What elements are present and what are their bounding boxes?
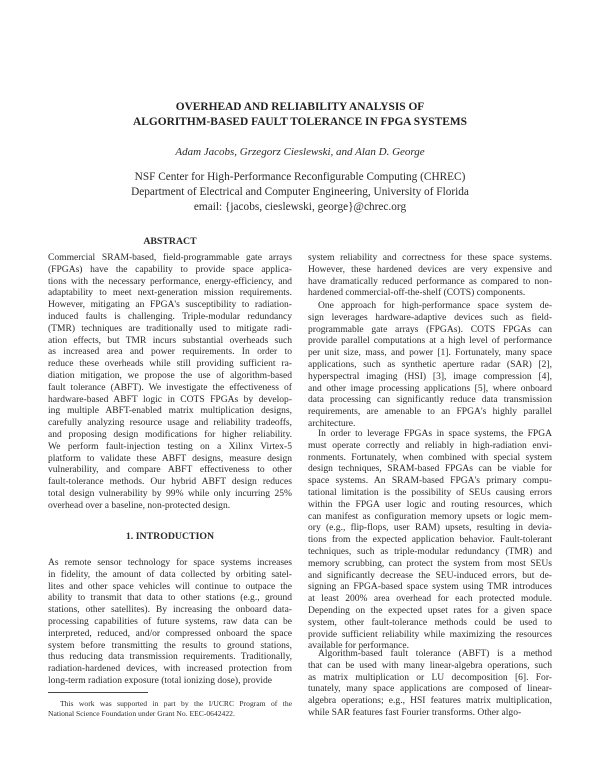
text-line: architecture. bbox=[308, 417, 356, 429]
text-line: have dramatically reduced performance as compared to non- bbox=[308, 275, 552, 287]
text-line: that can be used with many linear-algebra operations, such bbox=[308, 659, 552, 671]
text-line: system, other fault-tolerance methods could be used to bbox=[308, 616, 552, 628]
text-line: can manifest as configuration memory upsets or logic mem- bbox=[308, 510, 552, 522]
text-line: per unit size, mass, and power [1]. Fortunately, many space bbox=[308, 347, 552, 359]
footnote-line: This work was supported in part by the I/UCRC Program of the bbox=[60, 699, 292, 708]
text-line: sign leverages hardware-adaptive devices such as field- bbox=[308, 311, 552, 323]
text-line: provide sufficient reliability while maximizing the resources bbox=[308, 628, 552, 640]
title-line: OVERHEAD AND RELIABILITY ANALYSIS OF bbox=[175, 101, 425, 113]
text-line: interpreted, reduced, and/or compressed onboard the space bbox=[48, 627, 292, 639]
text-line: tions with the necessary performance, energy-efficiency, and bbox=[48, 275, 292, 287]
introduction-heading: 1. INTRODUCTION bbox=[125, 531, 215, 542]
text-line: induced faults is challenging. Triple-modular redundancy bbox=[48, 310, 292, 322]
paper-title bbox=[0, 100, 600, 130]
text-line: applications, such as synthetic aperture radar (SAR) [2], bbox=[308, 358, 552, 370]
text-line: within the FPGA user logic and routing resources, which bbox=[308, 498, 552, 510]
affiliation-email: email: {jacobs, cieslewski, george}@chrec.org bbox=[193, 201, 407, 214]
text-line: ory (e.g., flip-flops, user RAM) upsets, resulting in devia- bbox=[308, 522, 552, 534]
text-line: hardened commercial-off-the-shelf (COTS) components. bbox=[308, 287, 526, 299]
text-line: hyperspectral imaging (HSI) [3], image compression [4], bbox=[308, 370, 552, 382]
text-line: provide parallel computations at a high level of performance bbox=[308, 335, 552, 347]
text-line: overhead over a baseline, non-protected design. bbox=[48, 499, 231, 511]
text-line: platform to validate these ABFT designs, measure design bbox=[48, 452, 292, 464]
text-line: memory scrubbing, can protect the system from most SEUs bbox=[308, 557, 552, 569]
text-line: However, mitigating an FPGA's susceptibility to radiation- bbox=[48, 299, 292, 311]
text-line: However, these hardened devices are very expensive and bbox=[308, 263, 552, 275]
paragraph bbox=[308, 648, 552, 719]
text-line: radiation-hardened devices, with increased protection from bbox=[48, 663, 292, 675]
text-line: fault-tolerance methods. Our hybrid ABFT design reduces bbox=[48, 476, 292, 488]
text-line: requirements, are amenable to an FPGA's highly parallel bbox=[308, 406, 552, 418]
paragraph bbox=[308, 300, 552, 430]
paragraph bbox=[308, 428, 552, 652]
text-line: diation mitigation, we propose the use of algorithm-based bbox=[48, 369, 292, 381]
text-line: system reliability and correctness for these space systems. bbox=[308, 252, 552, 263]
text-line: and proposing design modifications for higher reliability. bbox=[48, 428, 292, 440]
text-line: (FPGAs) have the capability to provide space applica- bbox=[48, 263, 292, 275]
footnote-rule bbox=[48, 692, 148, 693]
text-line: adaptability to meet next-generation mission requirements. bbox=[48, 287, 292, 299]
text-line: (TMR) techniques are traditionally used to mitigate radi- bbox=[48, 322, 292, 334]
text-line: programmable gate arrays (FPGAs). COTS FPGAs can bbox=[308, 323, 552, 335]
text-line: vulnerability, and compare ABFT effectiveness to other bbox=[48, 464, 292, 476]
affiliation bbox=[0, 170, 600, 216]
text-line: Algorithm-based fault tolerance (ABFT) is a method bbox=[318, 648, 552, 659]
text-line: In order to leverage FPGAs in space systems, the FPGA bbox=[318, 428, 552, 439]
text-line: ing multiple ABFT-enabled matrix multiplication designs, bbox=[48, 405, 292, 417]
text-line: total design vulnerability by 99% while only incurring 25% bbox=[48, 487, 292, 499]
text-line: thus reducing data transmission requirements. Traditionally, bbox=[48, 651, 292, 663]
text-line: space systems. An SRAM-based FPGA's primary compu- bbox=[308, 475, 552, 487]
text-line: Depending on the expected upset rates for a given space bbox=[308, 604, 552, 616]
text-line: as increased area and power requirements. In order to bbox=[48, 346, 292, 358]
footnote bbox=[48, 699, 292, 718]
text-line: carefully analyzing resource usage and reliability tradeoffs, bbox=[48, 417, 292, 429]
text-line: available for performance. bbox=[308, 640, 409, 652]
text-line: system before transmitting the results to ground stations, bbox=[48, 639, 292, 651]
text-line: hardware-based ABFT logic in COTS FPGAs by develop- bbox=[48, 393, 292, 405]
authors: Adam Jacobs, Grzegorz Cieslewski, and Alan D. George bbox=[175, 146, 425, 158]
text-line: at least 200% area overhead for each protected module. bbox=[308, 593, 552, 605]
text-line: as matrix multiplication or LU decomposition [6]. For- bbox=[308, 671, 552, 683]
text-line: in fidelity, the amount of data collected by orbiting satel- bbox=[48, 568, 292, 580]
text-line: tational limitation is the possibility of SEUs causing errors bbox=[308, 486, 552, 498]
text-line: stations, other satellites). By increasing the onboard data- bbox=[48, 604, 292, 616]
paragraph bbox=[308, 252, 552, 299]
text-line: ability to transmit that data to other stations (e.g., ground bbox=[48, 592, 292, 604]
text-line: while SAR features fast Fourier transforms. Other algo- bbox=[308, 706, 522, 718]
text-line: Commercial SRAM-based, field-programmable gate arrays bbox=[48, 252, 292, 263]
text-line: processing capabilities of future systems, raw data can be bbox=[48, 615, 292, 627]
text-line: algebra operations; e.g., HSI features matrix multiplication, bbox=[308, 695, 552, 707]
affiliation-line: Department of Electrical and Computer Engineering, University of Florida bbox=[131, 186, 469, 199]
text-line: lites and other space vehicles will continue to outpace the bbox=[48, 580, 292, 592]
text-line: ation effects, but TMR incurs substantial overheads such bbox=[48, 334, 292, 346]
text-line: and other image processing applications [5], where onboard bbox=[308, 382, 552, 394]
text-line: techniques, such as triple-modular redundancy (TMR) and bbox=[308, 545, 552, 557]
text-line: As remote sensor technology for space systems increases bbox=[48, 557, 292, 568]
text-line: tions from the expected application behavior. Fault-tolerant bbox=[308, 534, 552, 546]
text-line: We perform fault-injection testing on a Xilinx Virtex-5 bbox=[48, 440, 292, 452]
affiliation-line: NSF Center for High-Performance Reconfigurable Computing (CHREC) bbox=[134, 171, 466, 183]
text-line: reduce these overheads while still providing sufficient ra- bbox=[48, 358, 292, 370]
introduction-body bbox=[48, 557, 292, 687]
footnote-line: National Science Foundation under Grant No. EEC-0642422. bbox=[48, 708, 235, 718]
abstract-body bbox=[48, 252, 292, 512]
text-line: One approach for high-performance space system de- bbox=[318, 300, 552, 311]
text-line: signing an FPGA-based space system using TMR introduces bbox=[308, 581, 552, 593]
text-line: long-term radiation exposure (total ionizing dose), provide bbox=[48, 674, 273, 686]
text-line: tunately, many space applications are composed of linear- bbox=[308, 683, 552, 695]
title-line: ALGORITHM-BASED FAULT TOLERANCE IN FPGA SYSTEMS bbox=[133, 116, 467, 128]
text-line: design techniques, SRAM-based FPGAs can be viable for bbox=[308, 463, 552, 475]
text-line: data processing can significantly reduce data transmission bbox=[308, 394, 552, 406]
text-line: ronments. Fortunately, when combined with special system bbox=[308, 451, 552, 463]
text-line: fault tolerance (ABFT). We investigate the effectiveness of bbox=[48, 381, 292, 393]
abstract-heading: ABSTRACT bbox=[143, 236, 197, 247]
text-line: must operate correctly and reliably in high-radiation envi- bbox=[308, 439, 552, 451]
text-line: and significantly decrease the SEU-induced errors, but de- bbox=[308, 569, 552, 581]
